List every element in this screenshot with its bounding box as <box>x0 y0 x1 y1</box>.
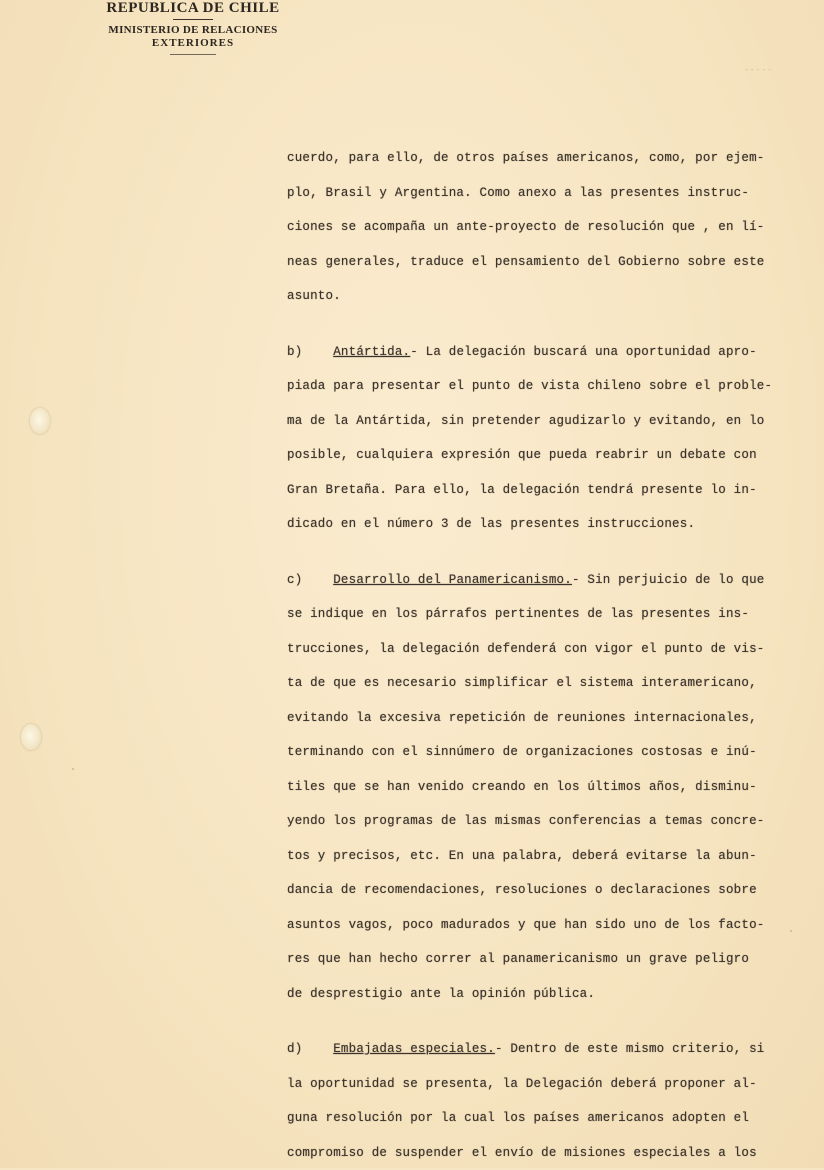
text-line: ma de la Antártida, sin pretender agudizarlo y evitando, en lo <box>287 404 807 439</box>
text-line: tos y precisos, etc. En una palabra, deberá evitarse la abun- <box>287 839 807 874</box>
text-line: trucciones, la delegación defenderá con vigor el punto de vis- <box>287 632 807 667</box>
text-line: guna resolución por la cual los países americanos adopten el <box>287 1101 807 1136</box>
text-line: cuerdo, para ello, de otros países americanos, como, por ejem- <box>287 141 807 176</box>
text-line: compromiso de suspender el envío de misiones especiales a los <box>287 1136 807 1170</box>
text-line: plo, Brasil y Argentina. Como anexo a las presentes instruc- <box>287 176 807 211</box>
paragraph-b <box>287 335 807 542</box>
paragraph-heading-line <box>287 1032 807 1067</box>
section-heading: Antártida. <box>333 345 410 359</box>
paragraph-a <box>287 141 807 314</box>
text-line: - Sin perjuicio de lo que <box>572 573 765 587</box>
item-marker: d) <box>287 1042 302 1056</box>
text-line: dicado en el número 3 de las presentes instrucciones. <box>287 507 807 542</box>
letterhead-ministry: MINISTERIO DE RELACIONES <box>78 24 308 37</box>
text-line: terminando con el sinnúmero de organizaciones costosas e inú- <box>287 735 807 770</box>
text-line: ciones se acompaña un ante-proyecto de resolución que , en lí- <box>287 210 807 245</box>
text-line: asuntos vagos, poco madurados y que han sido uno de los facto- <box>287 908 807 943</box>
text-line: de desprestigio ante la opinión pública. <box>287 977 807 1012</box>
text-line: neas generales, traduce el pensamiento del Gobierno sobre este <box>287 245 807 280</box>
paragraph-heading-line <box>287 563 807 598</box>
text-line: posible, cualquiera expresión que pueda reabrir un debate con <box>287 438 807 473</box>
letterhead-rule <box>173 19 213 20</box>
item-marker: c) <box>287 573 302 587</box>
page-mark: ----- <box>744 66 773 75</box>
text-line: Gran Bretaña. Para ello, la delegación tendrá presente lo in- <box>287 473 807 508</box>
document-body <box>287 141 807 1170</box>
text-line: piada para presentar el punto de vista chileno sobre el proble- <box>287 369 807 404</box>
text-line: yendo los programas de las mismas conferencias a temas concre- <box>287 804 807 839</box>
text-line: ta de que es necesario simplificar el sistema interamericano, <box>287 666 807 701</box>
section-heading: Embajadas especiales. <box>333 1042 495 1056</box>
text-line: se indique en los párrafos pertinentes de las presentes ins- <box>287 597 807 632</box>
punch-hole-icon <box>21 724 41 750</box>
text-line: - La delegación buscará una oportunidad apro- <box>410 345 757 359</box>
paragraph-heading-line <box>287 335 807 370</box>
letterhead <box>78 0 308 55</box>
letterhead-rule-bottom <box>170 54 216 55</box>
paragraph-c <box>287 563 807 1012</box>
section-heading: Desarrollo del Panamericanismo. <box>333 573 572 587</box>
paper-speck <box>72 768 74 770</box>
text-line: evitando la excesiva repetición de reuniones internacionales, <box>287 701 807 736</box>
text-line: dancia de recomendaciones, resoluciones o declaraciones sobre <box>287 873 807 908</box>
item-marker: b) <box>287 345 302 359</box>
letterhead-ministry-cont: EXTERIORES <box>78 37 308 50</box>
letterhead-country: REPUBLICA DE CHILE <box>78 0 308 17</box>
text-line: tiles que se han venido creando en los últimos años, disminu- <box>287 770 807 805</box>
paragraph-d <box>287 1032 807 1170</box>
text-line: res que han hecho correr al panamericanismo un grave peligro <box>287 942 807 977</box>
punch-hole-icon <box>30 408 50 434</box>
text-line: asunto. <box>287 279 807 314</box>
text-line: la oportunidad se presenta, la Delegación deberá proponer al- <box>287 1067 807 1102</box>
text-line: - Dentro de este mismo criterio, si <box>495 1042 765 1056</box>
